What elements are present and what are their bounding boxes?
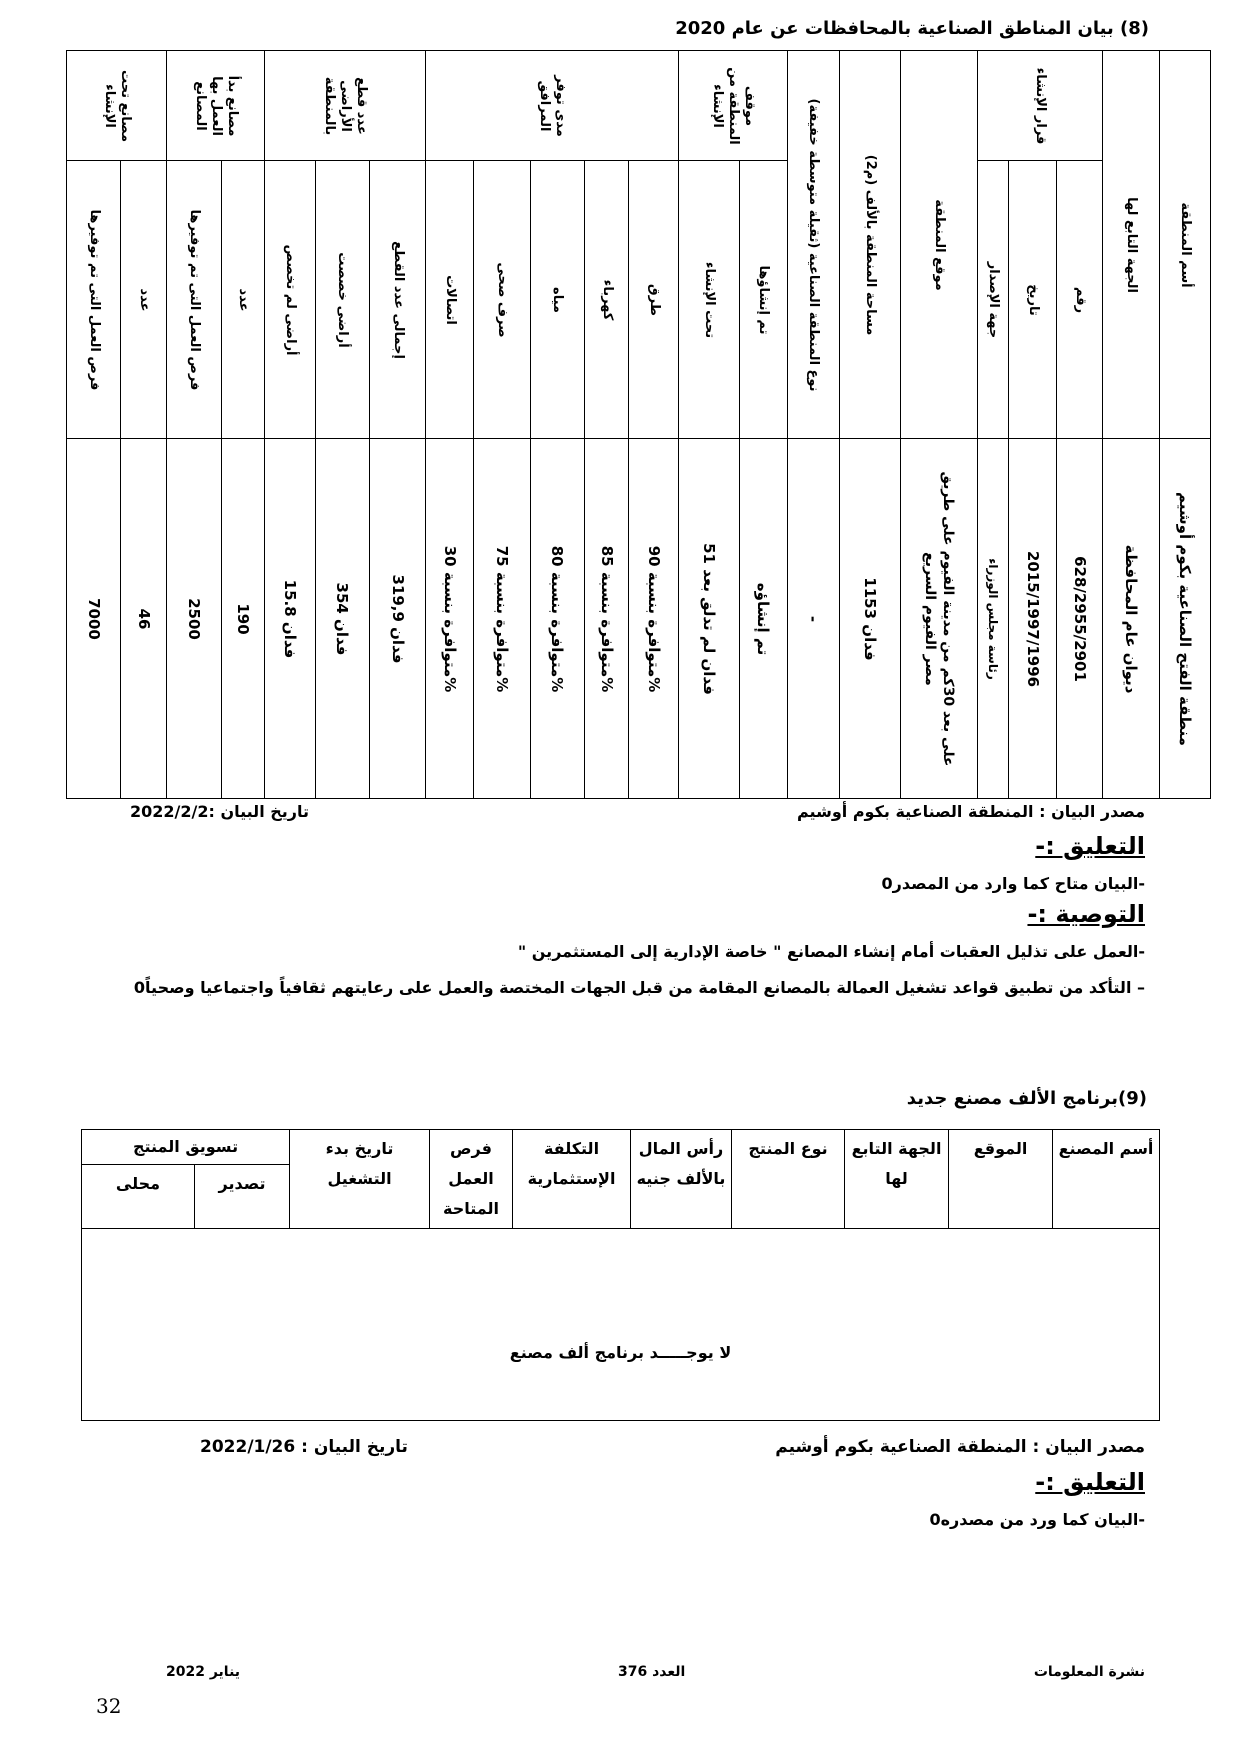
- section-9-comment: -البيان كما ورد من مصدره0: [929, 1510, 1145, 1529]
- header-marketing: تسويق المنتج: [82, 1130, 290, 1165]
- cell-working-jobs: 2500: [167, 439, 221, 799]
- header-plots: عدد قطع الأراضى بالمنطقة: [265, 51, 426, 161]
- header-authority: الجهة التابع لها: [845, 1130, 949, 1229]
- header-built: تم إنشاؤها: [739, 161, 787, 439]
- footer-issue: العدد 376: [618, 1664, 686, 1680]
- header-decree-no: رقم: [1057, 161, 1103, 439]
- header-construction-count: عدد: [121, 161, 167, 439]
- header-utilities: مدى توفر المرافق: [426, 51, 679, 161]
- header-authority: الجهة التابع لها: [1103, 51, 1159, 439]
- cell-roads: متوافرة بنسبة 90%: [628, 439, 678, 799]
- header-jobs: فرص العمل المتاحة: [430, 1130, 513, 1229]
- header-water: مياه: [530, 161, 584, 439]
- header-decree-date: تاريخ: [1009, 161, 1057, 439]
- cell-construction-jobs: 7000: [67, 439, 121, 799]
- header-under-construction: تحت الإنشاء: [679, 161, 740, 439]
- cell-telecom: متوافرة بنسبة 30%: [426, 439, 474, 799]
- header-working: مصانع بدأ العمل بها المصانع: [167, 51, 265, 161]
- no-data-cell: لا يوجـــــد برنامج ألف مصنع: [82, 1229, 1160, 1421]
- section-8-source: مصدر البيان : المنطقة الصناعية بكوم أوشيم: [797, 802, 1145, 821]
- cell-electricity: متوافرة بنسبة 85%: [585, 439, 629, 799]
- header-product-type: نوع المنتج: [732, 1130, 845, 1229]
- header-decree: قرار الإنشاء: [977, 51, 1102, 161]
- header-sewage: صرف صحى: [474, 161, 530, 439]
- header-construction-jobs: فرص العمل التى تم توفيرها: [67, 161, 121, 439]
- header-status: موقف المنطقة من الإنشاء: [679, 51, 788, 161]
- cell-zone-type: -: [787, 439, 839, 799]
- header-start-date: تاريخ بدء التشغيل: [290, 1130, 430, 1229]
- header-local: محلى: [82, 1165, 195, 1229]
- header-name: أسم المنطقة: [1159, 51, 1210, 439]
- cell-working-count: 190: [221, 439, 265, 799]
- header-construction: مصانع تحت الإنشاء: [67, 51, 167, 161]
- header-zone-type: نوع المنطقة الصناعية (ثقيلة متوسطة خفيفة): [787, 51, 839, 439]
- cell-authority: ديوان عام المحافظة: [1103, 439, 1159, 799]
- cell-sewage: متوافرة بنسبة 75%: [474, 439, 530, 799]
- recommendation-2: – التأكد من تطبيق قواعد تشغيل العمالة بالمصانع المقامة من قبل الجهات المختصة والعمل على رعايتهم ثقافياً واجتماعيا وصحياً0: [133, 978, 1145, 997]
- header-export: تصدير: [195, 1165, 290, 1229]
- cell-under-construction: 51 فدان لم تدلق بعد: [679, 439, 740, 799]
- cell-plots-allocated: 354 فدان: [315, 439, 369, 799]
- cell-construction-count: 46: [121, 439, 167, 799]
- section-8-comment: -البيان متاح كما وارد من المصدر0: [881, 874, 1145, 893]
- header-decree-issuer: جهة الإصدار: [977, 161, 1008, 439]
- header-capital: رأس المال بالألف جنيه: [631, 1130, 732, 1229]
- cell-name: منطقة الفتح الصناعية بكوم أوشيم: [1159, 439, 1210, 799]
- section-8-title: (8) بيان المناطق الصناعية بالمحافظات عن عام 2020: [675, 18, 1149, 39]
- header-plots-unallocated: أراضى لم تخصص: [265, 161, 315, 439]
- cell-decree-no: 628/2955/2901: [1057, 439, 1103, 799]
- header-electricity: كهرباء: [585, 161, 629, 439]
- header-telecom: اتصالات: [426, 161, 474, 439]
- section-9-source: مصدر البيان : المنطقة الصناعية بكوم أوشيم: [775, 1437, 1145, 1457]
- section-9-title: (9)برنامج الألف مصنع جديد: [906, 1088, 1147, 1109]
- header-working-jobs: فرص العمل التى تم توفيرها: [167, 161, 221, 439]
- cell-location: على بعد 30كم من مدينة الفيوم على طريق مصر الفيوم السريع: [900, 439, 977, 799]
- cell-plots-unallocated: 15.8 فدان: [265, 439, 315, 799]
- cell-water: متوافرة بنسبة 80%: [530, 439, 584, 799]
- recommendation-1: -العمل على تذليل العقبات أمام إنشاء المصانع " خاصة الإدارية إلى المستثمرين ": [517, 942, 1145, 961]
- header-plots-allocated: أراضى خصصت: [315, 161, 369, 439]
- cell-decree-issuer: رئاسة مجلس الوزراء: [977, 439, 1008, 799]
- header-factory-name: أسم المصنع: [1053, 1130, 1160, 1229]
- cell-area: 1153 فدان: [840, 439, 901, 799]
- cell-built: تم إنشاؤه: [739, 439, 787, 799]
- header-plots-total: إجمالى عدد القطع: [369, 161, 425, 439]
- header-working-count: عدد: [221, 161, 265, 439]
- table-row: [67, 439, 1211, 799]
- header-roads: طرق: [628, 161, 678, 439]
- page-number: 32: [96, 1694, 122, 1718]
- section-9-date: تاريخ البيان : 2022/1/26: [200, 1437, 408, 1457]
- cell-plots-total: 319,9 فدان: [369, 439, 425, 799]
- cell-decree-date: 2015/1997/1996: [1009, 439, 1057, 799]
- factories-table: [81, 1129, 1160, 1421]
- footer-month: يناير 2022: [166, 1664, 241, 1680]
- section-8-date: تاريخ البيان :2022/2/2: [130, 802, 310, 821]
- header-location: الموقع: [949, 1130, 1053, 1229]
- footer-publication: نشرة المعلومات: [1033, 1664, 1145, 1680]
- header-area: مساحة المنطقة بالألف (م2): [840, 51, 901, 439]
- section-8-recommendation-heading: التوصية :-: [1027, 900, 1145, 928]
- section-8-comment-heading: التعليق :-: [1035, 832, 1145, 860]
- header-location: موقع المنطقة: [900, 51, 977, 439]
- header-investment-cost: التكلفة الإستثمارية: [513, 1130, 631, 1229]
- industrial-zones-table: [66, 50, 1211, 799]
- section-9-comment-heading: التعليق :-: [1035, 1468, 1145, 1496]
